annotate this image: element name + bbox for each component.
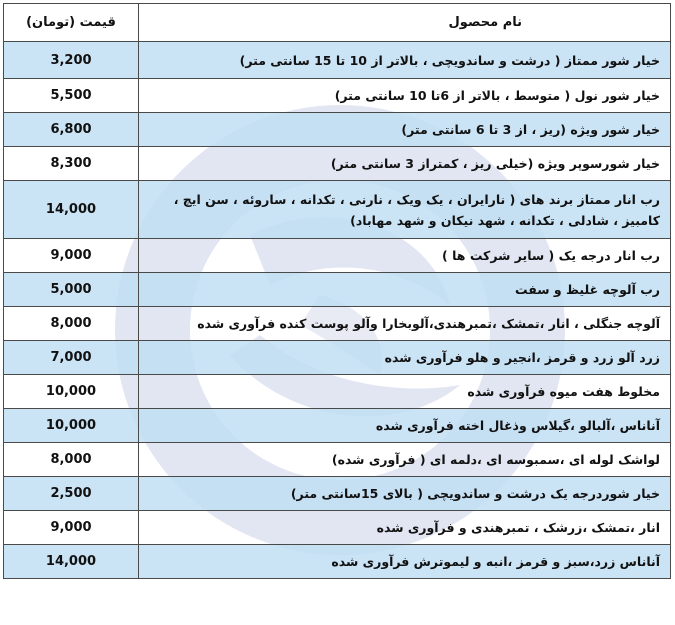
product-name-cell: خیار شور نول ( متوسط ، بالاتر از 6تا 10 سانتی متر) [139,79,671,113]
price-cell: 8,000 [4,443,139,477]
price-cell: 5,000 [4,273,139,307]
table-row [4,113,671,147]
table-row [4,79,671,113]
table-row [4,511,671,545]
table-row [4,545,671,579]
product-name-cell: خیار شور ویژه (ریز ، از 3 تا 6 سانتی متر) [139,113,671,147]
table-row [4,147,671,181]
price-cell: 7,000 [4,341,139,375]
price-cell: 2,500 [4,477,139,511]
price-cell: 6,800 [4,113,139,147]
price-cell: 10,000 [4,375,139,409]
product-name-cell: آناناس ،آلبالو ،گیلاس وذغال اخته فرآوری شده [139,409,671,443]
product-name-cell: مخلوط هفت میوه فرآوری شده [139,375,671,409]
table-row [4,409,671,443]
price-cell: 5,500 [4,79,139,113]
header-price: قیمت (تومان) [4,4,139,42]
table-row [4,443,671,477]
product-name-cell: خیار شوردرجه یک درشت و ساندویچی ( بالای 15سانتی متر) [139,477,671,511]
product-name-cell: خیار شورسوپر ویژه (خیلی ریز ، کمتراز 3 سانتی متر) [139,147,671,181]
price-cell: 9,000 [4,511,139,545]
product-name-cell: رب آلوچه غلیظ و سفت [139,273,671,307]
table-row [4,42,671,79]
table-row [4,307,671,341]
header-product-name: نام محصول [139,4,671,42]
table-row [4,239,671,273]
price-cell: 8,300 [4,147,139,181]
product-name-cell: آلوچه جنگلی ، انار ،تمشک ،تمبرهندی،آلوبخارا وآلو پوست کنده فرآوری شده [139,307,671,341]
product-name-cell: انار ،تمشک ،زرشک ، تمبرهندی و فرآوری شده [139,511,671,545]
price-table [3,3,671,579]
product-name-cell: رب انار درجه یک ( سایر شرکت ها ) [139,239,671,273]
table-header-row [4,4,671,42]
table-row [4,273,671,307]
table-row [4,181,671,239]
price-cell: 14,000 [4,181,139,239]
table-row [4,375,671,409]
product-name-cell: رب انار ممتاز برند های ( نارایران ، یک ویک ، نارنی ، تکدانه ، ساروئه ، سن ایچ ، کامبیز ، شادلی ، تکدانه ، شهد نیکان و شهد مهاباد) [139,181,671,239]
product-name-cell: زرد آلو زرد و قرمز ،انجیر و هلو فرآوری شده [139,341,671,375]
table-row [4,477,671,511]
price-cell: 9,000 [4,239,139,273]
price-cell: 8,000 [4,307,139,341]
price-cell: 10,000 [4,409,139,443]
price-cell: 3,200 [4,42,139,79]
product-name-cell: آناناس زرد،سبز و قرمز ،انبه و لیموترش فرآوری شده [139,545,671,579]
product-name-cell: خیار شور ممتاز ( درشت و ساندویچی ، بالاتر از 10 تا 15 سانتی متر) [139,42,671,79]
price-table-container [3,3,670,579]
price-cell: 14,000 [4,545,139,579]
table-row [4,341,671,375]
product-name-cell: لواشک لوله ای ،سمبوسه ای ،دلمه ای ( فرآوری شده) [139,443,671,477]
